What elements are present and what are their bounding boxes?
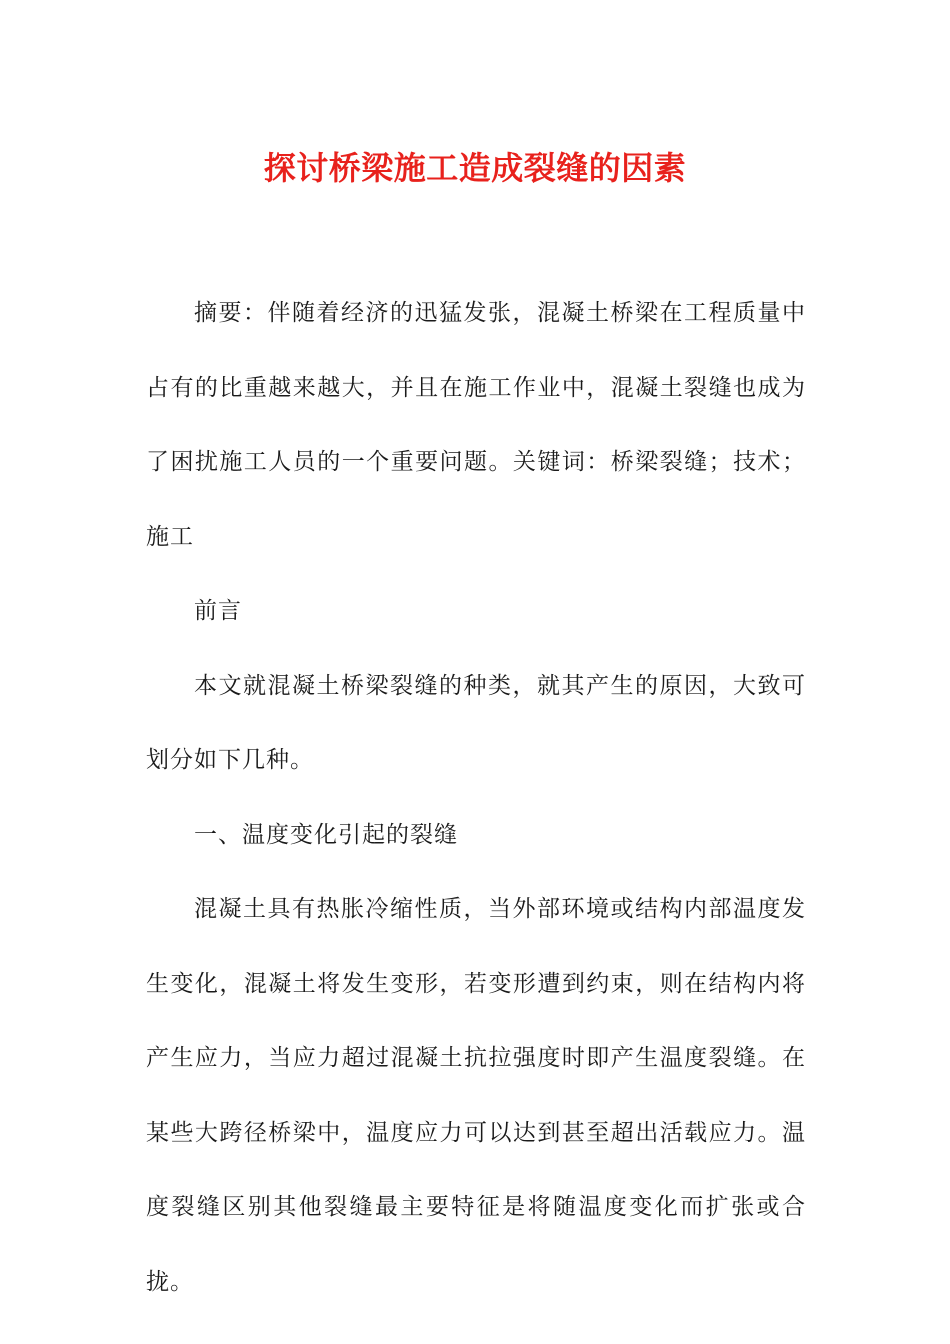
intro-paragraph: 本文就混凝土桥梁裂缝的种类，就其产生的原因，大致可划分如下几种。	[146, 672, 806, 773]
document-body	[146, 276, 806, 1319]
temperature-paragraph: 混凝土具有热胀冷缩性质，当外部环境或结构内部温度发生变化，混凝土将发生变形，若变形遭到约束，则在结构内将产生应力，当应力超过混凝土抗拉强度时即产生温度裂缝。在某些大跨径桥梁中，温度应力可以达到甚至超出活载应力。温度裂缝区别其他裂缝最主要特征是将随温度变化而扩张或合拢。	[146, 896, 806, 1295]
abstract-paragraph: 摘要：伴随着经济的迅猛发张，混凝土桥梁在工程质量中占有的比重越来越大，并且在施工作业中，混凝土裂缝也成为了困扰施工人员的一个重要问题。关键词：桥梁裂缝；技术；施工	[146, 300, 806, 550]
preface-heading: 前言	[194, 598, 242, 624]
document-title: 探讨桥梁施工造成裂缝的因素	[263, 149, 687, 187]
section-heading-temperature: 一、温度变化引起的裂缝	[194, 821, 458, 848]
